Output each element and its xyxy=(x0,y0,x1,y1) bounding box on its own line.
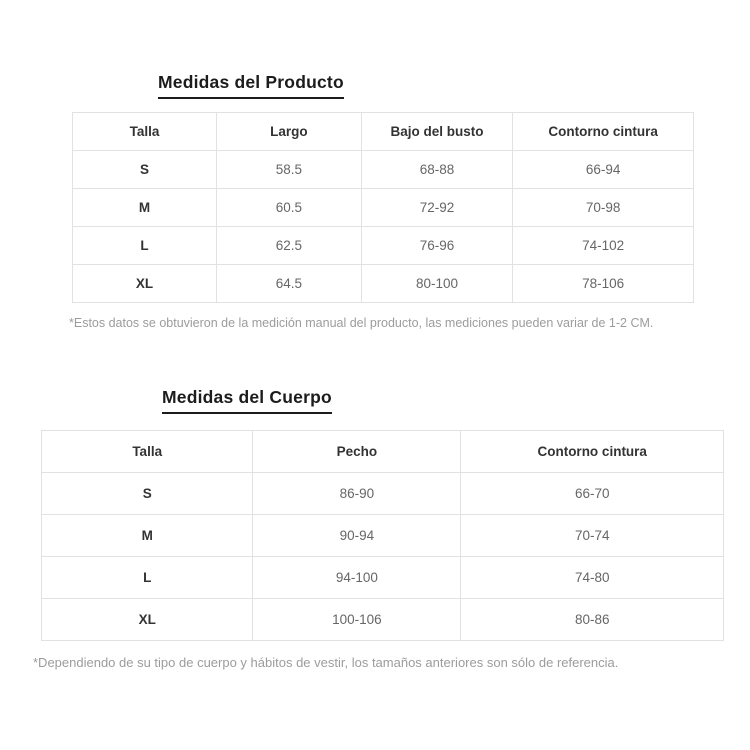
table-row-xl xyxy=(73,265,694,303)
table-row-m xyxy=(42,515,724,557)
body-measurements-table xyxy=(41,430,724,641)
value-cell: 58.5 xyxy=(217,151,362,189)
product-measurements-table xyxy=(72,112,694,303)
value-cell: 76-96 xyxy=(361,227,513,265)
size-cell: L xyxy=(42,557,253,599)
column-header-contorno-cintura: Contorno cintura xyxy=(461,431,724,473)
value-cell: 100-106 xyxy=(253,599,461,641)
size-cell: XL xyxy=(42,599,253,641)
size-cell: XL xyxy=(73,265,217,303)
value-cell: 62.5 xyxy=(217,227,362,265)
column-header-pecho: Pecho xyxy=(253,431,461,473)
table-row-m xyxy=(73,189,694,227)
column-header-contorno-cintura: Contorno cintura xyxy=(513,113,694,151)
column-header-largo: Largo xyxy=(217,113,362,151)
size-cell: M xyxy=(73,189,217,227)
value-cell: 94-100 xyxy=(253,557,461,599)
table-row-l xyxy=(73,227,694,265)
product-measurements-title: Medidas del Producto xyxy=(158,72,344,99)
size-cell: M xyxy=(42,515,253,557)
value-cell: 70-74 xyxy=(461,515,724,557)
table-row-s xyxy=(73,151,694,189)
value-cell: 68-88 xyxy=(361,151,513,189)
value-cell: 64.5 xyxy=(217,265,362,303)
product-measurements-footnote: *Estos datos se obtuvieron de la medición manual del producto, las mediciones pueden variar de 1-2 CM. xyxy=(69,316,654,330)
value-cell: 70-98 xyxy=(513,189,694,227)
value-cell: 86-90 xyxy=(253,473,461,515)
table-header-row xyxy=(42,431,724,473)
table-row-xl xyxy=(42,599,724,641)
size-cell: S xyxy=(42,473,253,515)
value-cell: 80-100 xyxy=(361,265,513,303)
table-row-l xyxy=(42,557,724,599)
value-cell: 78-106 xyxy=(513,265,694,303)
value-cell: 60.5 xyxy=(217,189,362,227)
value-cell: 72-92 xyxy=(361,189,513,227)
value-cell: 66-94 xyxy=(513,151,694,189)
size-cell: S xyxy=(73,151,217,189)
column-header-talla: Talla xyxy=(73,113,217,151)
size-cell: L xyxy=(73,227,217,265)
value-cell: 90-94 xyxy=(253,515,461,557)
value-cell: 74-80 xyxy=(461,557,724,599)
table-header-row xyxy=(73,113,694,151)
value-cell: 66-70 xyxy=(461,473,724,515)
table-row-s xyxy=(42,473,724,515)
value-cell: 80-86 xyxy=(461,599,724,641)
value-cell: 74-102 xyxy=(513,227,694,265)
column-header-bajo-del-busto: Bajo del busto xyxy=(361,113,513,151)
body-measurements-title: Medidas del Cuerpo xyxy=(162,387,332,414)
column-header-talla: Talla xyxy=(42,431,253,473)
body-measurements-footnote: *Dependiendo de su tipo de cuerpo y hábitos de vestir, los tamaños anteriores son sólo de referencia. xyxy=(33,655,619,670)
